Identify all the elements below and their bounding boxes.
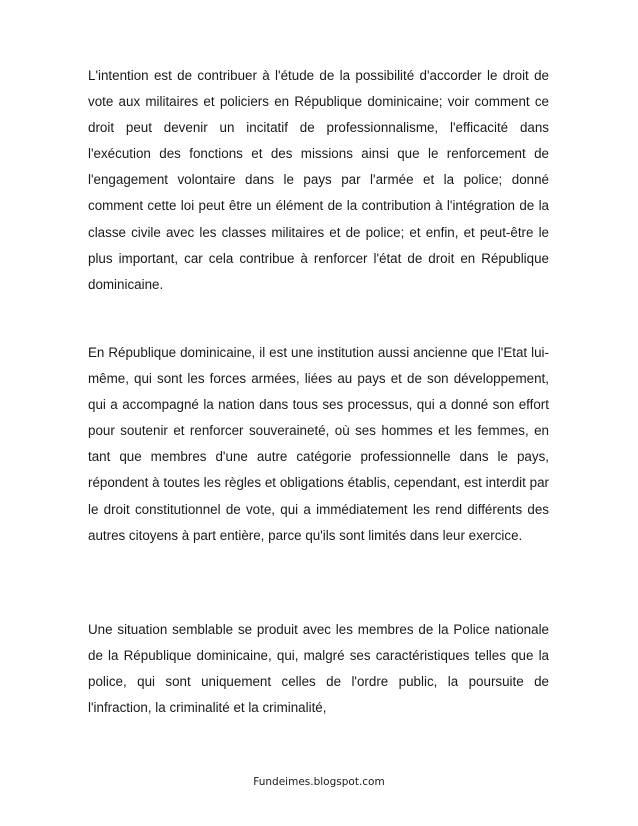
- paragraph-1: L'intention est de contribuer à l'étude de la possibilité d'accorder le droit de vote aux militaires et policiers en République dominicaine; voir comment ce droit peut devenir un incitatif de professionnalisme, l'efficacité dans l'exécution des fonctions et des missions ainsi que le renforcement de l'engagement volontaire dans le pays par l'armée et la police; donné comment cette loi peut être un élément de la contribution à l'intégration de la classe civile avec les classes militaires et de police; et enfin, et peut-être le plus important, car cela contribue à renforcer l'état de droit en République dominicaine.: [88, 68, 549, 292]
- page-footer: Fundeimes.blogspot.com: [253, 776, 385, 788]
- paragraph-3: Une situation semblable se produit avec les membres de la Police nationale de la République dominicaine, qui, malgré ses caractéristiques telles que la police, qui sont uniquement celles de l'ordre public, la poursuite de l'infraction, la criminalité et la criminalité,: [88, 622, 549, 716]
- paragraph-2: En République dominicaine, il est une institution aussi ancienne que l'Etat lui-même, qui sont les forces armées, liées au pays et de son développement, qui a accompagné la nation dans tous ses processus, qui a donné son effort pour soutenir et renforcer souveraineté, où ses hommes et les femmes, en tant que membres d'une autre catégorie professionnelle dans le pays, répondent à toutes les règles et obligations établis, cependant, est interdit par le droit constitutionnel de vote, qui a immédiatement les rend différents des autres citoyens à part entière, parce qu'ils sont limités dans leur exercice.: [88, 345, 549, 543]
